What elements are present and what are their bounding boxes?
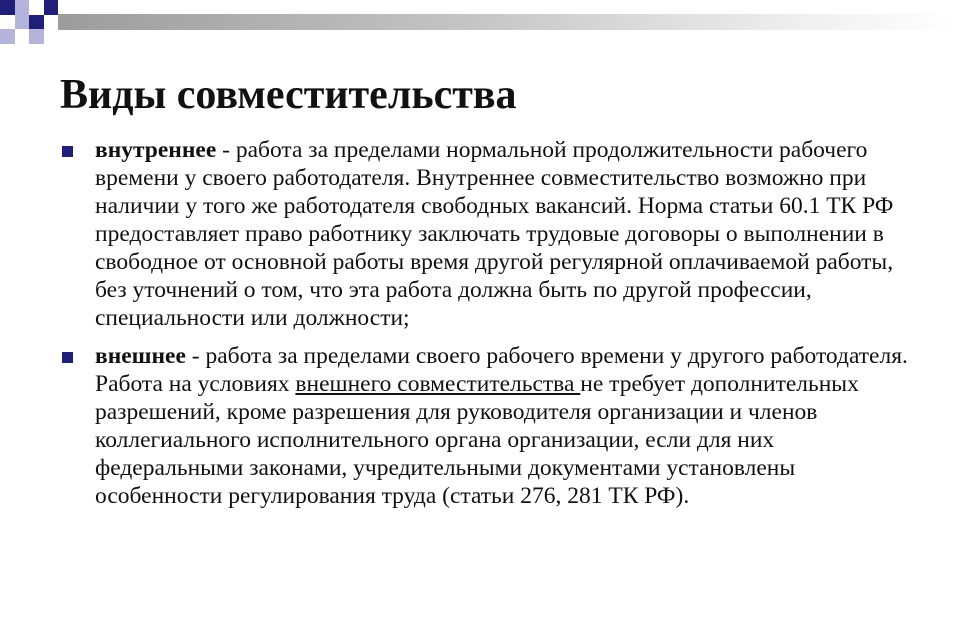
square-bullet-icon [62,146,73,157]
list-item-text [95,342,920,510]
term-external: внешнее [95,343,186,369]
bullet-list [60,136,920,520]
decor-square-navy [44,0,58,15]
decor-square-lavender [29,29,44,44]
decorative-header-bar [0,0,960,44]
list-item-internal [60,136,920,332]
external-combination-link[interactable]: внешнего совместительства [295,371,581,397]
decor-square-navy [29,15,44,29]
square-bullet-icon [62,352,73,363]
slide-title: Виды совместительства [60,72,517,118]
decor-square-lavender [15,15,29,29]
decor-square-lavender [0,29,15,44]
definition-external-after: не требует дополнительных разрешений, кроме разрешения для руководителя организации и членов коллегиального исполнительного органа организации, если для них федеральными законами, учредительными документами установлены особенности регулирования труда (статьи 276, 281 ТК РФ). [95,371,859,509]
list-item-text [95,136,920,332]
decor-square-navy [0,0,15,15]
definition-internal: - работа за пределами нормальной продолжительности рабочего времени у своего работодателя. Внутреннее совместительство возможно при наличии у того же работодателя свободных вакансий. Норма статьи 60.1 ТК РФ предоставляет право работнику заключать трудовые договоры о выполнении в свободное от основной работы время другой регулярной оплачиваемой работы, без уточнений о том, что эта работа должна быть по другой профессии, специальности или должности; [95,137,894,331]
list-item-external [60,342,920,510]
definition-external-before: - работа за пределами своего рабочего времени у другого работодателя. Работа на условиях [95,343,908,397]
decor-square-lavender [15,0,29,15]
decor-gradient-line [58,14,960,30]
term-internal: внутреннее [95,137,217,163]
